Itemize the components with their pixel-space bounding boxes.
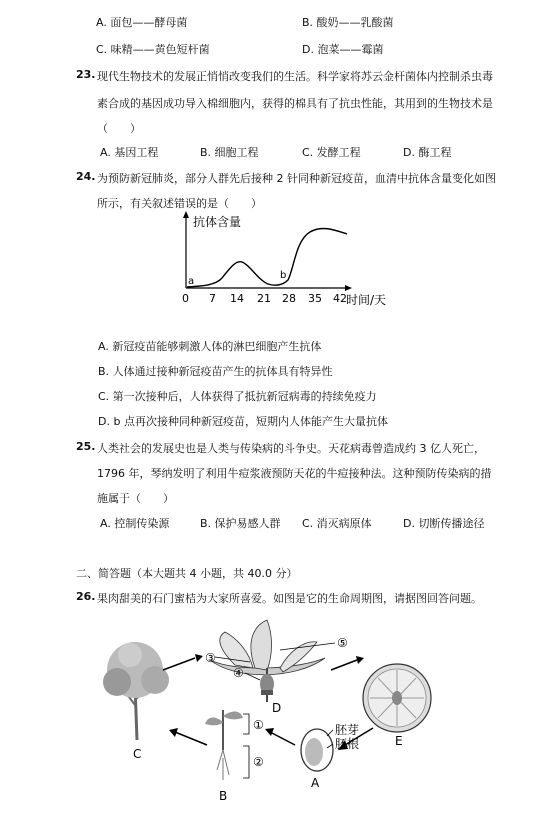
q23-option-a: A. 基因工程 [100,146,159,159]
q25-line2: 1796 年，琴纳发明了利用牛痘浆液预防天花的牛痘接种法。这种预防传染病的措 [97,467,492,480]
label-2: ② [253,755,264,769]
chart-point-b: b [280,270,287,281]
chart-point-a: a [188,276,195,287]
q24-line1: 为预防新冠肺炎，部分人群先后接种 2 针同种新冠疫苗，血清中抗体含量变化如图 [97,172,496,185]
q23-number: 23. [76,68,96,81]
chart-tick-7: 7 [209,292,216,305]
q23-option-b: B. 细胞工程 [200,146,259,159]
q24-number: 24. [76,170,96,183]
q23-option-d: D. 酶工程 [403,146,452,159]
label-d: D [272,701,282,715]
q26-text: 果肉甜美的石门蜜桔为大家所喜爱。如图是它的生命周期图，请据图回答问题。 [97,592,482,605]
q25-option-d: D. 切断传播途径 [403,517,485,530]
chart-ylabel: 抗体含量 [193,215,242,229]
chart-tick-35: 35 [308,292,322,305]
flower-d-illustration [210,620,325,702]
label-3: ③ [205,651,216,665]
label-4: ④ [233,666,244,680]
q24-line2: 所示，有关叙述错误的是（ ） [97,197,262,210]
chart-y-arrow [183,211,189,218]
chart-curve [187,228,347,287]
chart-tick-28: 28 [282,292,296,305]
q23-line3: （ ） [97,122,141,135]
seedling-b-illustration [205,710,243,780]
q25-option-c: C. 消灭病原体 [302,517,372,530]
section-title: 二、简答题（本大题共 4 小题，共 40.0 分） [76,567,298,580]
q23-line2: 素合成的基因成功导入棉细胞内，获得的棉具有了抗虫性能，其用到的生物技术是 [97,97,493,110]
label-b: B [219,789,228,803]
q23-line1: 现代生物技术的发展正悄悄改变我们的生活。科学家将苏云金杆菌体内控制杀虫毒 [97,70,493,83]
option-b-prev: B. 酸奶——乳酸菌 [302,16,394,29]
q26-number: 26. [76,590,96,603]
label-a: A [311,776,320,790]
chart-x-arrow [345,285,352,291]
fruit-e-illustration [363,664,431,732]
label-e: E [395,734,403,748]
label-1: ① [253,718,264,732]
q24-option-c: C. 第一次接种后，人体获得了抵抗新冠病毒的持续免疫力 [98,390,377,403]
q25-option-a: A. 控制传染源 [100,517,170,530]
antibody-chart [170,210,410,310]
chart-tick-14: 14 [230,292,244,305]
chart-tick-0: 0 [182,292,189,305]
option-d-prev: D. 泡菜——霉菌 [302,43,384,56]
q25-option-b: B. 保护易感人群 [200,517,281,530]
label-embryo-bud: 胚芽 [335,723,360,737]
q24-option-b: B. 人体通过接种新冠疫苗产生的抗体具有特异性 [98,365,333,378]
option-a-prev: A. 面包——酵母菌 [96,16,188,29]
life-cycle-diagram [95,610,465,810]
label-5: ⑤ [337,636,348,650]
label-c: C [133,747,142,761]
q24-option-a: A. 新冠疫苗能够刺激人体的淋巴细胞产生抗体 [98,340,322,353]
chart-tick-42: 42 [333,292,347,305]
q24-option-d: D. b 点再次接种同种新冠疫苗，短期内人体能产生大量抗体 [98,415,388,428]
chart-xlabel: 时间/天 [346,293,387,307]
q23-option-c: C. 发酵工程 [302,146,361,159]
q25-number: 25. [76,440,96,453]
option-c-prev: C. 味精——黄色短杆菌 [96,43,210,56]
label-radicle: 胚根 [335,737,360,751]
q25-line3: 施属于（ ） [97,492,174,505]
q25-line1: 人类社会的发展史也是人类与传染病的斗争史。天花病毒曾造成约 3 亿人死亡， [97,442,485,455]
chart-tick-21: 21 [257,292,271,305]
tree-c-illustration [103,642,169,740]
